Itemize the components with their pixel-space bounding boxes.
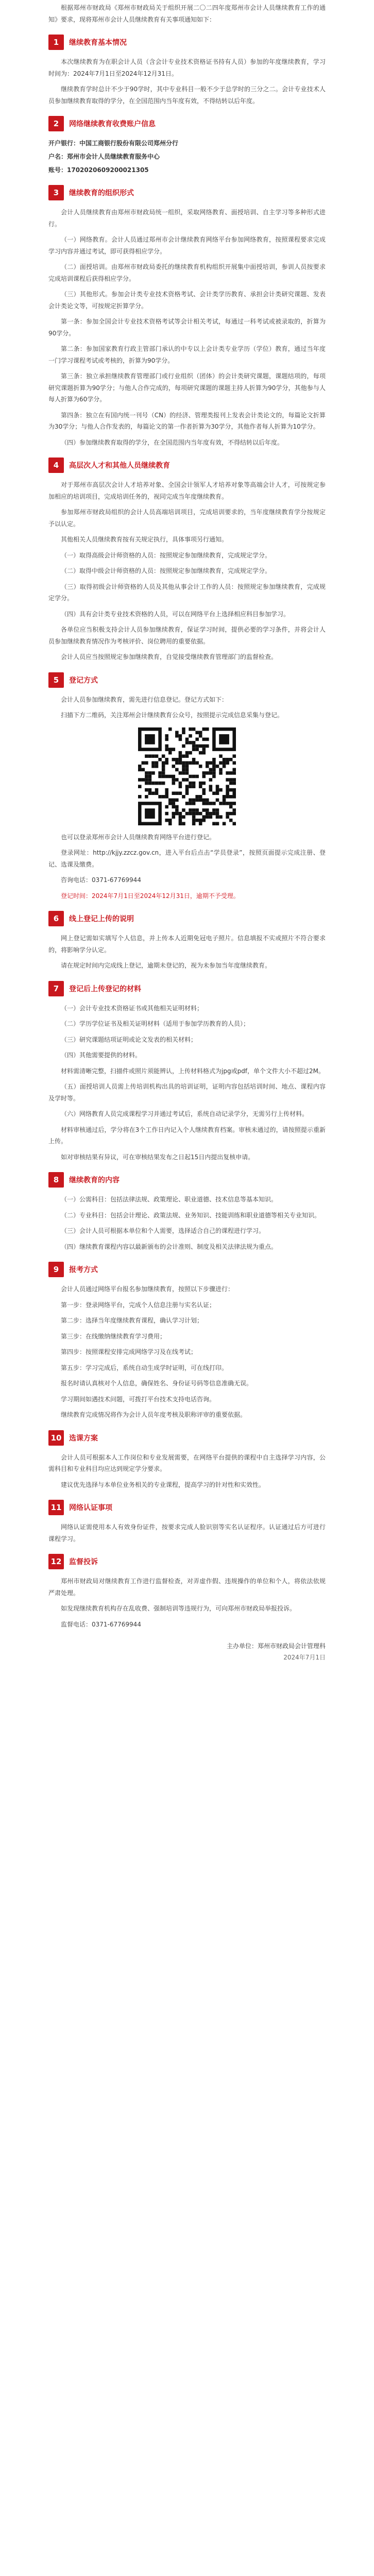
section-title: 网络认证事项 bbox=[69, 1504, 112, 1512]
signature: 主办单位：郑州市财政局会计管理科 bbox=[226, 1642, 326, 1650]
section-header bbox=[48, 457, 326, 473]
section-paragraph: 也可以登录郑州市会计人员继续教育网络平台进行登记。 bbox=[61, 833, 216, 841]
section-paragraph: （二）面授培训。由郑州市财政局委托的继续教育机构组织开展集中面授培训，参训人员按要求完成培训课程后获得相应学分。 bbox=[48, 263, 326, 282]
section-paragraph: （三）其他形式。参加会计类专业技术资格考试、会计类学历教育、承担会计类研究课题、发表会计类论文等，可按规定折算学分。 bbox=[48, 291, 326, 310]
section-paragraph: 继续教育学时总计不少于90学时，其中专业科目一般不少于总学时的三分之二。会计专业技术人员参加继续教育取得的学分，在全国范围内当年度有效，不得结转以后年度。 bbox=[48, 86, 326, 105]
qr-code-icon[interactable] bbox=[138, 727, 236, 825]
account-line: 户名：郑州市会计人员继续教育服务中心 bbox=[48, 153, 160, 160]
section-paragraph: 会计人员继续教育由郑州市财政局统一组织，采取网络教育、面授培训、自主学习等多种形式进行。 bbox=[48, 209, 326, 228]
section-paragraph: 第一条：参加全国会计专业技术资格考试等会计相关考试，每通过一科考试或被录取的，折算为90学分。 bbox=[48, 318, 326, 337]
section-number-badge: 4 bbox=[48, 457, 64, 473]
section-number-badge: 9 bbox=[48, 1262, 64, 1277]
section-header bbox=[48, 1554, 326, 1569]
section-header bbox=[48, 35, 326, 50]
section-paragraph: 网络认证需使用本人有效身份证件，按要求完成人脸识别等实名认证程序。认证通过后方可进行课程学习。 bbox=[48, 1523, 326, 1543]
section-title: 登记方式 bbox=[69, 676, 98, 685]
section-paragraph: 参加郑州市财政局组织的会计人员高端培训项目，完成培训要求的，当年度继续教育学分按规定予以认定。 bbox=[48, 509, 326, 528]
section-paragraph: （一）会计专业技术资格证书或其他相关证明材料； bbox=[61, 1004, 203, 1012]
sections-container bbox=[48, 35, 326, 1630]
section-paragraph: 咨询电话：0371-67769944 bbox=[61, 876, 141, 884]
section-number-badge: 11 bbox=[48, 1500, 64, 1515]
section-header bbox=[48, 981, 326, 996]
section-paragraph: （五）面授培训人员需上传培训机构出具的培训证明，证明内容包括培训时间、地点、课程内容及学时等。 bbox=[48, 1083, 326, 1102]
section-paragraph: （二）专业科目：包括会计理论、政策法规、业务知识、技能训练和职业道德等相关专业知识。 bbox=[61, 1211, 321, 1219]
section-paragraph: 对于郑州市高层次会计人才培养对象、全国会计领军人才培养对象等高端会计人才，可按规定参加相应的培训项目，完成培训任务的，视同完成当年度继续教育。 bbox=[48, 481, 326, 500]
section-number-badge: 8 bbox=[48, 1172, 64, 1188]
section-paragraph: 如对审核结果有异议，可在审核结果发布之日起15日内提出复核申请。 bbox=[61, 1153, 254, 1161]
section-paragraph: （一）取得高级会计师资格的人员：按照规定参加继续教育，完成规定学分。 bbox=[61, 551, 271, 559]
section-title: 报考方式 bbox=[69, 1266, 98, 1274]
section-header bbox=[48, 185, 326, 200]
section-paragraph: 第二步：选择当年度继续教育课程，确认学习计划； bbox=[61, 1317, 203, 1324]
section-number-badge: 1 bbox=[48, 35, 64, 50]
section-paragraph: 报名时请认真核对个人信息，确保姓名、身份证号码等信息准确无误。 bbox=[61, 1380, 253, 1387]
section-paragraph: （三）取得初级会计师资格的人员及其他从事会计工作的人员：按照规定参加继续教育，完成规定学分。 bbox=[48, 583, 326, 602]
article-body bbox=[48, 2, 326, 1663]
section-header bbox=[48, 1262, 326, 1277]
section-paragraph: （二）学历学位证书及相关证明材料（适用于参加学历教育的人员）； bbox=[61, 1020, 250, 1027]
section-paragraph: 扫描下方二维码，关注郑州会计继续教育公众号，按照提示完成信息采集与登记。 bbox=[61, 711, 284, 719]
section-paragraph: （三）研究课题结项证明或论文发表的相关材料； bbox=[61, 1036, 197, 1043]
section-paragraph: （一）公需科目：包括法律法规、政策理论、职业道德、技术信息等基本知识。 bbox=[61, 1196, 278, 1203]
section-paragraph: 会计人员参加继续教育，需先进行信息登记。登记方式如下： bbox=[61, 696, 228, 703]
section-header bbox=[48, 1500, 326, 1515]
account-line: 开户银行：中国工商银行股份有限公司郑州分行 bbox=[48, 140, 179, 147]
section-title: 选课方案 bbox=[69, 1434, 98, 1443]
section-paragraph: 第四步：按照课程安排完成网络学习及在线考试； bbox=[61, 1348, 197, 1355]
section-paragraph: 请在规定时间内完成线上登记，逾期未登记的，视为未参加当年度继续教育。 bbox=[61, 962, 271, 969]
section-title: 监督投诉 bbox=[69, 1558, 98, 1566]
section-title: 线上登记上传的说明 bbox=[69, 915, 134, 923]
section-paragraph: 学习期间如遇技术问题，可拨打平台技术支持电话咨询。 bbox=[61, 1395, 216, 1403]
account-line: 账号：1702020609200021305 bbox=[48, 166, 149, 174]
section-paragraph: （六）网络教育人员完成课程学习并通过考试后，系统自动记录学分，无需另行上传材料。 bbox=[61, 1110, 309, 1117]
section-header bbox=[48, 672, 326, 688]
section-title: 网络继续教育收费账户信息 bbox=[69, 120, 156, 128]
bank-account-info bbox=[48, 138, 326, 176]
section-header bbox=[48, 911, 326, 926]
section-paragraph: 第四条：独立在有国内统一刊号（CN）的经济、管理类报刊上发表会计类论文的，每篇论文折算为30学分；与他人合作发表的，每篇论文的第一作者折算为30学分，其他作者每人折算为10学分。 bbox=[48, 411, 326, 430]
section-paragraph: （四）参加继续教育取得的学分，在全国范围内当年度有效，不得结转以后年度。 bbox=[61, 438, 284, 446]
section-paragraph: 第五步：学习完成后，系统自动生成学时证明，可在线打印。 bbox=[61, 1364, 228, 1371]
qr-code-wrapper bbox=[48, 727, 326, 825]
section-paragraph: 监督电话：0371-67769944 bbox=[61, 1620, 141, 1628]
section-number-badge: 7 bbox=[48, 981, 64, 996]
section-title: 高层次人才和其他人员继续教育 bbox=[69, 462, 170, 470]
section-paragraph: （一）网络教育。会计人员通过郑州市会计继续教育网络平台参加网络教育，按照课程要求完成学习内容并通过考试，即可获得相应学分。 bbox=[48, 236, 326, 255]
section-paragraph: 本次继续教育为在职会计人员（含会计专业技术资格证书持有人员）参加的年度继续教育，学习时间为：2024年7月1日至2024年12月31日。 bbox=[48, 58, 326, 77]
section-paragraph: （四）继续教育课程内容以最新颁布的会计准则、制度及相关法律法规为重点。 bbox=[61, 1243, 278, 1250]
section-paragraph: 继续教育完成情况将作为会计人员年度考核及职称评审的重要依据。 bbox=[61, 1411, 247, 1418]
section-paragraph: （四）其他需要提供的材料。 bbox=[61, 1052, 142, 1059]
section-paragraph: 材料审核通过后，学分将在3个工作日内记入个人继续教育档案。审核未通过的，请按照提示重新上传。 bbox=[48, 1126, 326, 1145]
section-paragraph: 郑州市财政局对继续教育工作进行监督检查，对弄虚作假、违规操作的单位和个人，将依法依规严肃处理。 bbox=[48, 1578, 326, 1597]
section-paragraph: 会计人员应当按照规定参加继续教育，自觉接受继续教育管理部门的监督检查。 bbox=[61, 653, 278, 660]
section-title: 继续教育的组织形式 bbox=[69, 189, 134, 197]
section-paragraph: 材料需清晰完整，扫描件或照片须能辨认，上传材料格式为jpg或pdf，单个文件大小不超过2M。 bbox=[61, 1067, 325, 1075]
section-paragraph: 建议优先选择与本单位业务相关的专业课程，提高学习的针对性和实效性。 bbox=[61, 1481, 265, 1488]
section-header bbox=[48, 1430, 326, 1446]
section-paragraph: 各单位应当积极支持会计人员参加继续教育，保证学习时间，提供必要的学习条件，并将会计人员参加继续教育情况作为考核评价、岗位聘用的重要依据。 bbox=[48, 626, 326, 645]
section-paragraph: 第一步：登录网络平台，完成个人信息注册与实名认证； bbox=[61, 1301, 216, 1309]
section-paragraph: （四）具有会计类专业技术资格的人员，可以在网络平台上选择相应科目参加学习。 bbox=[61, 610, 290, 618]
section-paragraph: 会计人员通过网络平台报名参加继续教育，按照以下步骤进行： bbox=[61, 1285, 234, 1293]
section-paragraph: 登记时间：2024年7月1日至2024年12月31日，逾期不予受理。 bbox=[61, 892, 240, 900]
section-paragraph: 其他相关人员继续教育按有关规定执行，具体事项另行通知。 bbox=[61, 536, 228, 543]
section-number-badge: 5 bbox=[48, 672, 64, 688]
section-paragraph: （三）会计人员可根据本单位和个人需要，选择适合自己的课程进行学习。 bbox=[61, 1227, 265, 1234]
section-number-badge: 6 bbox=[48, 911, 64, 926]
section-number-badge: 2 bbox=[48, 116, 64, 131]
section-number-badge: 3 bbox=[48, 185, 64, 200]
section-header bbox=[48, 1172, 326, 1188]
section-paragraph: 会计人员可根据本人工作岗位和专业发展需要，在网络平台提供的课程中自主选择学习内容，公需科目和专业科目均应达到规定学分要求。 bbox=[48, 1453, 326, 1472]
section-title: 继续教育的内容 bbox=[69, 1176, 120, 1184]
section-paragraph: （二）取得中级会计师资格的人员：按照规定参加继续教育，完成规定学分。 bbox=[61, 567, 271, 574]
publish-date: 2024年7月1日 bbox=[283, 1654, 326, 1661]
section-number-badge: 10 bbox=[48, 1430, 64, 1446]
section-paragraph: 第三条：独立承担继续教育管理部门或行业组织（团体）的会计类研究课题，课题结项的，每项研究课题折算为90学分；与他人合作完成的，每项研究课题的课题主持人折算为90学分，其他参与人每人折算为60学分。 bbox=[48, 372, 326, 403]
section-paragraph: 第二条：参加国家教育行政主管部门承认的中专以上会计类专业学历（学位）教育，通过当年度一门学习课程考试或考核的，折算为90学分。 bbox=[48, 345, 326, 364]
section-title: 登记后上传登记的材料 bbox=[69, 985, 141, 993]
section-paragraph: 网上登记需如实填写个人信息，并上传本人近期免冠电子照片。信息填报不实或照片不符合要求的，将影响学分认定。 bbox=[48, 935, 326, 954]
section-paragraph: 如发现继续教育机构存在乱收费、强制培训等违规行为，可向郑州市财政局举报投诉。 bbox=[61, 1605, 296, 1612]
section-number-badge: 12 bbox=[48, 1554, 64, 1569]
section-paragraph: 登录网址：http://kjjy.zzcz.gov.cn，进入平台后点击“学员登录”，按照页面提示完成注册、登记、选课及缴费。 bbox=[48, 849, 326, 868]
section-header bbox=[48, 116, 326, 131]
section-title: 继续教育基本情况 bbox=[69, 39, 127, 47]
intro-paragraph: 根据郑州市财政局《郑州市财政局关于组织开展二〇二四年度郑州市会计人员继续教育工作的通知》要求，现将郑州市会计人员继续教育有关事项通知如下： bbox=[48, 4, 326, 23]
section-paragraph: 第三步：在线缴纳继续教育学习费用； bbox=[61, 1332, 166, 1340]
